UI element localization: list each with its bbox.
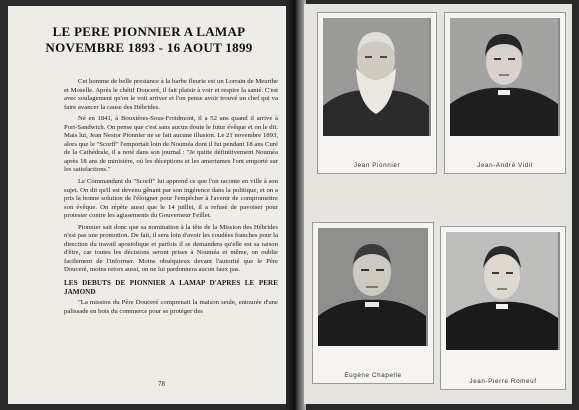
page-subtitle-dates: NOVEMBRE 1893 - 16 AOUT 1899: [45, 40, 253, 55]
portrait-photo-romeuf: [446, 232, 560, 350]
portrait-photo-pionnier: [323, 18, 431, 136]
portrait-frame-chapelle: [312, 222, 434, 384]
paragraph-2: Né en 1841, à Bouxières-Sous-Froidmont, il a 52 ans quand il arrive à Port-Sandwich. On pense que c'est sans aucun doute le futur évêque et on le dit. Mais lui, Jean Nestor Pionnier ne se fait aucune illusion. Le 21 novembre 1893, alors que le "Scorff" l'emportait loin de Nouméa dont il fut pendant 18 ans Curé de la Cathédrale, il a noté dans son journal : "Je quitte définitivement Nouméa après 18 ans de ministère, où les déceptions et les amertumes l'ont emporté sur les satisfactions.": [64, 115, 278, 174]
article-body: [64, 78, 278, 319]
page-number: 78: [158, 380, 165, 388]
portrait-caption-chapelle: Eugène Chapelle: [344, 372, 402, 379]
page-title: LE PERE PIONNIER A LAMAP: [52, 24, 246, 39]
paragraph-5: "La mission du Père Douceré comprenait la maison seule, entourée d'une palissade en bois du commerce pour se protéger des: [64, 299, 278, 315]
portrait-frame-vidil: [444, 12, 566, 174]
right-page: [304, 4, 572, 404]
portrait-caption-vidil: Jean-André Vidil: [477, 162, 533, 169]
paragraph-4: Pionnier sait donc que sa nomination à la tête de la Mission des Hébrides n'est pas une promotion. De fait, il sera loin d'avoir les coudées franches pour la direction du travail apostolique et parfois il se demandera qu'elle est sa raison d'être, car toutes les décisions seront prises à Nouméa et même, on oublie facilement de l'informer. Moins obséquieux devant l'autorité que le Père Douceré, moins retors aussi, on ne lui pardonnera aucun faux pas.: [64, 223, 278, 274]
paragraph-3: Le Commandant du "Scorff" lui apprend ce que l'on raconte en ville à son sujet. On dit qu'il est devenu gênant par son ingérence dans la politique, et on a pris la bonne solution de l'éloigner pour l'empêcher à l'avenir de compromettre son évêque. On répète aussi que le 14 juillet, il a refusé de pavoiser pour protester contre les agissements du Gouverneur Feillet.: [64, 178, 278, 220]
portrait-photo-vidil: [450, 18, 560, 136]
book-gutter: [286, 0, 306, 410]
left-page: [8, 6, 290, 404]
portrait-frame-pionnier: [317, 12, 437, 174]
portrait-frame-romeuf: [440, 226, 566, 390]
portrait-photo-chapelle: [318, 228, 428, 346]
portrait-caption-romeuf: Jean-Pierre Romeuf: [469, 378, 537, 385]
paragraph-1: Cet homme de belle prestance à la barbe fleurie est un Lorrain de Meurthe et Moselle. Après le chétif Douceré, il fait plaisir à voir et respire la santé. C'est avec soulagement qu'on le voit arriver et l'on pense avoir trouvé un chef qui va faire avancer la cause des Hébrides.: [64, 78, 278, 111]
portrait-caption-pionnier: Jean Pionnier: [353, 162, 401, 169]
section-heading: LES DEBUTS DE PIONNIER A LAMAP D'APRES LE PERE JAMOND: [64, 279, 278, 297]
